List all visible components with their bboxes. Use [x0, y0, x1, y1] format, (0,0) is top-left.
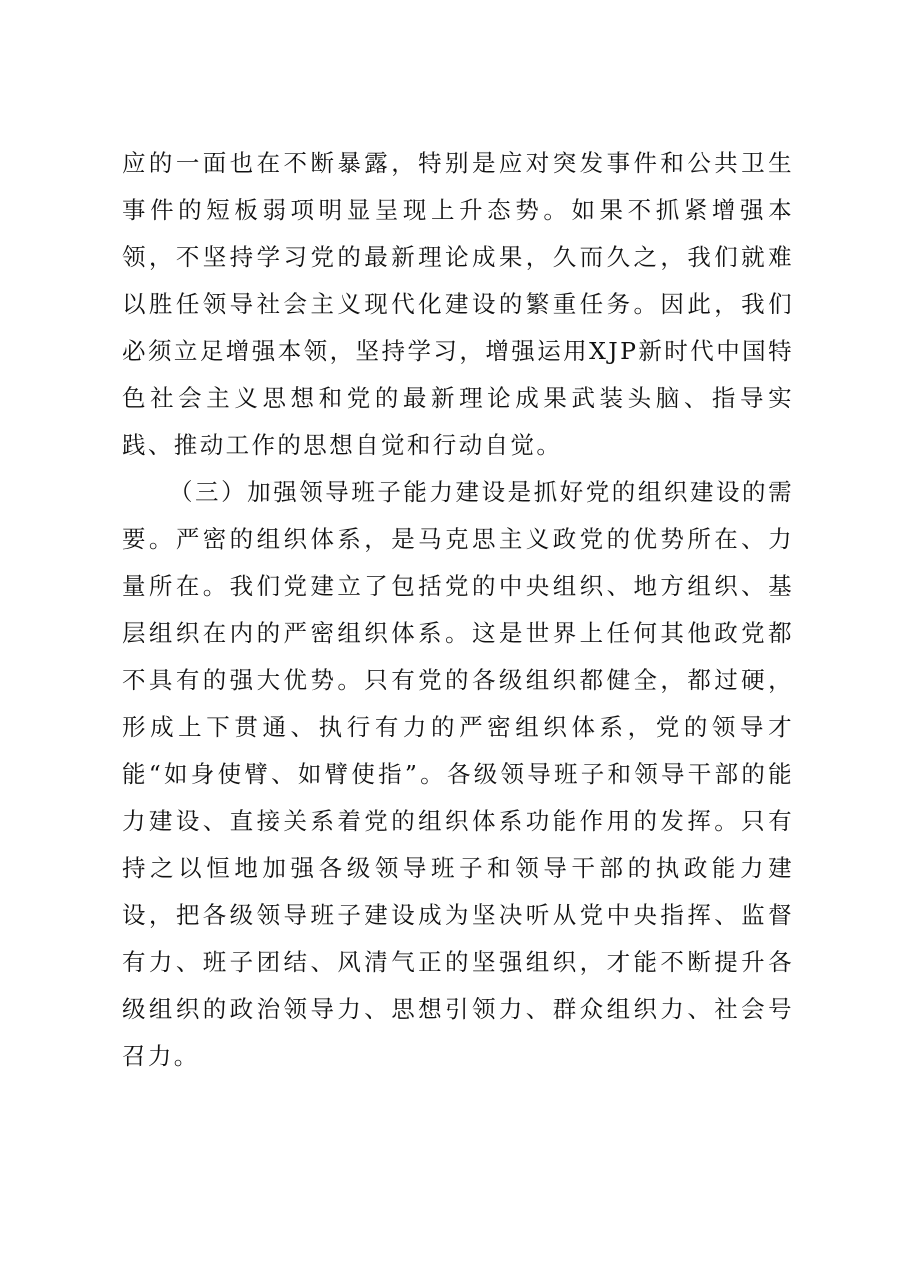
paragraph-section-three: （三）加强领导班子能力建设是抓好党的组织建设的需要。严密的组织体系，是马克思主义政党的优势所在、力量所在。我们党建立了包括党的中央组织、地方组织、基层组织在内的严密组织体系。这是世界上任何其他政党都不具有的强大优势。只有党的各级组织都健全，都过硬，形成上下贯通、执行有力的严密组织体系，党的领导才能“如身使臂、如臂使指”。各级领导班子和领导干部的能力建设、直接关系着党的组织体系功能作用的发挥。只有持之以恒地加强各级领导班子和领导干部的执政能力建设，把各级领导班子建设成为坚决听从党中央指挥、监督有力、班子团结、风清气正的坚强组织，才能不断提升各级组织的政治领导力、思想引领力、群众组织力、社会号召力。 [122, 478, 794, 1070]
paragraph-continuation: 应的一面也在不断暴露，特别是应对突发事件和公共卫生事件的短板弱项明显呈现上升态势。如果不抓紧增强本领，不坚持学习党的最新理论成果，久而久之，我们就难以胜任领导社会主义现代化建设的繁重任务。因此，我们必须立足增强本领，坚持学习，增强运用XJP新时代中国特色社会主义思想和党的最新理论成果武装头脑、指导实践、推动工作的思想自觉和行动自觉。 [122, 149, 794, 459]
body-text [122, 140, 794, 1080]
